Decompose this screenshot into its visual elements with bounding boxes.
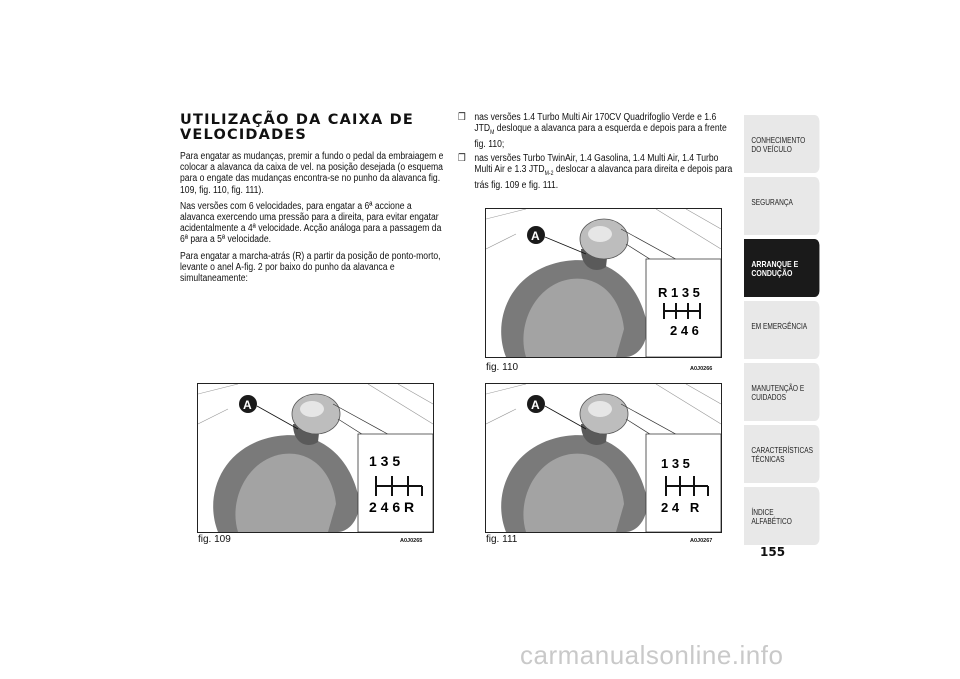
figure-111-caption: fig. 111	[486, 534, 518, 545]
watermark: carmanualsonline.info	[520, 640, 784, 670]
figure-110-code: A0J0266	[690, 366, 713, 372]
gear-pattern-top: 1 3 5	[661, 456, 690, 471]
tab-indice-alfabetico[interactable]: ÍNDICE ALFABÉTICO	[744, 487, 819, 545]
bullet-text: nas versões 1.4 Turbo Multi Air 170CV Quadrifoglio Verde e 1.6 JTD	[474, 112, 717, 135]
gear-lever-illustration	[486, 384, 721, 532]
tab-caracteristicas-tecnicas[interactable]: CARACTERÍSTICAS TÉCNICAS	[744, 425, 819, 483]
gear-pattern-top: 1 3 5	[369, 453, 401, 469]
tab-em-emergencia[interactable]: EM EMERGÊNCIA	[744, 301, 819, 359]
page-number: 155	[760, 545, 786, 559]
ring-a-label: A	[531, 398, 540, 412]
tab-manutencao-e-cuidados[interactable]: MANUTENÇÃO E CUIDADOS	[744, 363, 819, 421]
bullet-text: deslocar a alavanca para direita e depois para trás fig. 109 e fig. 111.	[474, 163, 733, 192]
gear-lever-illustration	[198, 384, 433, 532]
figure-109	[197, 383, 434, 533]
bullet-item	[458, 153, 733, 192]
gear-pattern-bottom: 2 4 6	[670, 323, 699, 338]
subscript: M	[490, 130, 495, 137]
figure-109-code: A0J0265	[400, 538, 423, 544]
figure-111-code: A0J0267	[690, 538, 713, 544]
gear-pattern-bottom: 2 4 R	[661, 500, 700, 515]
paragraph-1: Para engatar as mudanças, premir a fundo o pedal da embraiagem e colocar a alavanca da caixa de vel. na posição desejada (o esquema para o engate das mudanças encontra-se no punho da alavanca fig. 109, fig. 110, fig. 111).	[180, 151, 444, 196]
tab-conhecimento-do-veiculo[interactable]: CONHECIMENTO DO VEÍCULO	[744, 115, 819, 173]
subscript: M-2	[544, 170, 554, 177]
bullet-text: desloque a alavanca para a esquerda e depois para a frente fig. 110;	[474, 123, 727, 151]
left-column	[180, 151, 447, 289]
ring-a-label: A	[243, 398, 252, 412]
right-column	[458, 112, 733, 193]
figure-110-caption: fig. 110	[486, 362, 519, 373]
figure-109-caption: fig. 109	[198, 534, 231, 545]
tab-arranque-e-conducao[interactable]: ARRANQUE E CONDUÇÃO	[744, 239, 819, 297]
page-title: UTILIZAÇÃO DA CAIXA DE VELOCIDADES	[180, 112, 415, 143]
bullet-item	[458, 112, 733, 151]
gear-pattern-bottom: 2 4 6 R	[369, 499, 415, 515]
gear-lever-illustration	[486, 209, 721, 357]
checkbox-bullet-icon: ❒	[458, 112, 466, 123]
bullet-text: nas versões Turbo TwinAir, 1.4 Gasolina, 1.4 Multi Air, 1.4 Turbo Multi Air e 1.3 JTD	[474, 152, 719, 175]
checkbox-bullet-icon: ❒	[458, 152, 466, 164]
paragraph-2: Nas versões com 6 velocidades, para engatar a 6ª accione a alavanca exercendo uma pressão para a direita, para evitar engatar acidentalmente a 4ª velocidade. Acção análoga para a passagem da 6ª para a 5ª velocidade.	[180, 200, 442, 246]
ring-a-label: A	[531, 229, 540, 243]
figure-110	[485, 208, 722, 358]
figure-111	[485, 383, 722, 533]
paragraph-3: Para engatar a marcha-atrás (R) a partir da posição de ponto-morto, levante o anel A-fig. 2 por baixo do punho da alavanca e simultaneamente:	[180, 250, 441, 285]
tab-seguranca[interactable]: SEGURANÇA	[744, 177, 819, 235]
gear-pattern-top: R 1 3 5	[658, 285, 700, 300]
